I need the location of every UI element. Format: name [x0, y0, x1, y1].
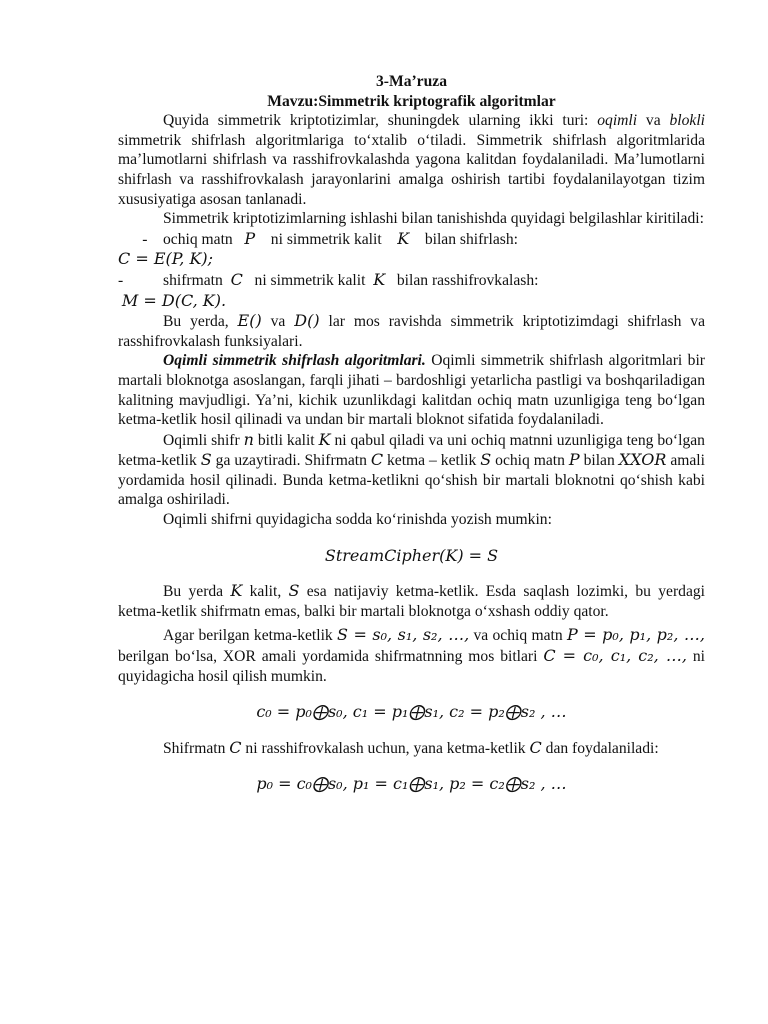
stream-cipher-paragraph — [118, 351, 705, 429]
equation-text: StreamCipher(K) = S — [324, 545, 499, 565]
math-S: S — [200, 450, 212, 470]
text: lar mos ravishda simmetrik kriptotizimdagi shifrlash va rasshifrovkalash funksiyalari. — [118, 313, 706, 350]
text: ga uzaytiradi. Shifrmatn — [211, 452, 371, 470]
key-explanation-paragraph — [118, 581, 705, 621]
text: Oqimli shifr — [163, 431, 244, 449]
decrypt-formula: M = D(C, K). — [121, 290, 227, 310]
text: amali yordamida hosil qilinadi. Bunda ketma-ketlikni qo‘shish bir martali bloknotni qo‘shish kabi amalga oshiriladi. — [118, 452, 705, 509]
text: dan foydalaniladi: — [541, 739, 659, 757]
math-P: P — [244, 228, 256, 248]
text: va — [637, 112, 670, 130]
text: shifrmatn — [163, 271, 227, 289]
math-C: C — [229, 737, 242, 757]
stream-key-paragraph — [118, 430, 705, 510]
text: simmetrik shifrlash algoritmlariga to‘xtalib o‘tiladi. Simmetrik shifrlash algoritmlarida ma’lumotlarni shifrlash va rasshifrovkalashda yagona kalitdan foydalaniladi. Ma’lumotlarni shifrlash va rasshifrovkalash jarayonlarini amalga oshirish tartibi foydalanilayotgan tizim xususiyatiga asosan tanlanadi. — [118, 131, 705, 208]
math-P-sequence: P = p₀, p₁, p₂, …, — [566, 625, 706, 645]
text: ni qabul qiladi va uni ochiq matnni uzunligiga teng bo‘lgan ketma-ketlik — [118, 431, 705, 470]
lecture-topic: Mavzu:Simmetrik kriptografik algoritmlar — [267, 92, 556, 110]
text: Shifrmatn — [163, 739, 230, 757]
text: Bu yerda — [163, 583, 231, 601]
text: va — [261, 313, 295, 331]
term-stream: oqimli — [597, 112, 638, 130]
math-D: D() — [294, 311, 320, 331]
text: Quyida simmetrik kriptotizimlar, shuningdek ularning ikki turi: — [163, 112, 598, 130]
text: kalit, — [242, 583, 289, 601]
math-K: K — [318, 429, 331, 449]
equation-text: c₀ = p₀⨁s₀, c₁ = p₁⨁s₁, c₂ = p₂⨁s₂ , … — [256, 702, 567, 722]
math-C: C — [370, 450, 384, 470]
math-n: n — [243, 429, 254, 449]
text: va ochiq matn — [469, 627, 567, 645]
text: bilan shifrlash: — [420, 230, 518, 248]
text: ochiq matn — [491, 452, 569, 470]
lecture-number: 3-Ma’ruza — [375, 73, 447, 90]
text: Oqimli simmetrik shifrlash algoritmlari bir martali bloknotga asoslangan, farqli jihati – bardoshligi yetarlicha pastligi va boshqariladigan kalitning mavjudligi. Ya’ni, kichik uzunlikdagi kalitdan ochiq matn uzunligiga teng bo‘lgan ketma-ketlik hosil qilinadi va undan bir martali bloknot sifatida foydalaniladi. — [118, 352, 705, 429]
math-S: S — [480, 450, 492, 470]
math-E: E() — [237, 311, 262, 331]
text: esa natijaviy ketma-ketlik. Esda saqlash lozimki, bu yerdagi ketma-ketlik shifrmatn emas, balki bir martali bloknotga o‘xshash oddiy qator. — [118, 583, 705, 620]
equation-text: p₀ = c₀⨁s₀, p₁ = c₁⨁s₁, p₂ = c₂⨁s₂ , … — [256, 774, 567, 794]
text: ochiq matn — [163, 230, 237, 248]
lecture-page — [118, 72, 705, 794]
text: ni quyidagicha hosil qilish mumkin. — [118, 648, 705, 685]
text: bilan rasshifrovkalash: — [392, 271, 539, 289]
math-K: K — [397, 228, 410, 248]
math-K: K — [230, 581, 243, 601]
simple-form-paragraph: Oqimli shifrni quyidagicha sodda ko‘rinishda yozish mumkin: — [163, 511, 552, 529]
math-K: K — [373, 269, 386, 289]
decryption-paragraph — [118, 738, 705, 759]
text: Agar berilgan ketma-ketlik — [163, 627, 338, 645]
math-xxor: XXOR — [618, 450, 667, 470]
text: Bu yerda, — [163, 313, 238, 331]
list-dash: - — [142, 230, 148, 248]
text: bitli kalit — [253, 431, 319, 449]
notation-encrypt — [118, 229, 705, 270]
xor-paragraph — [118, 625, 705, 686]
list-dash: - — [118, 271, 124, 289]
functions-paragraph — [118, 311, 705, 351]
term-block: blokli — [669, 112, 706, 130]
notation-intro-paragraph: Simmetrik kriptotizimlarning ishlashi bilan tanishishda quyidagi belgilashlar kiritiladi: — [163, 210, 704, 228]
encryption-equation — [118, 702, 705, 722]
decryption-equation — [118, 774, 705, 794]
math-S-sequence: S = s₀, s₁, s₂, …, — [337, 625, 470, 645]
math-C: C — [529, 737, 542, 757]
math-S: S — [288, 581, 300, 601]
encrypt-formula: C = E(P, K); — [118, 249, 214, 269]
notation-decrypt — [118, 270, 705, 311]
math-C: C — [230, 269, 243, 289]
section-title: Oqimli simmetrik shifrlash algoritmlari. — [163, 352, 426, 370]
text: ni simmetrik kalit — [266, 230, 386, 248]
text: berilgan bo‘lsa, XOR amali yordamida shifrmatnning mos bitlari — [118, 648, 544, 666]
intro-paragraph — [118, 111, 705, 209]
text: ketma – ketlik — [383, 452, 481, 470]
stream-cipher-equation — [118, 546, 705, 566]
text: ni simmetrik kalit — [250, 271, 370, 289]
text: bilan — [579, 452, 619, 470]
math-P: P — [568, 450, 580, 470]
math-C-sequence: C = c₀, c₁, c₂, …, — [543, 646, 687, 666]
text: ni rasshifrovkalash uchun, yana ketma-ketlik — [241, 739, 530, 757]
